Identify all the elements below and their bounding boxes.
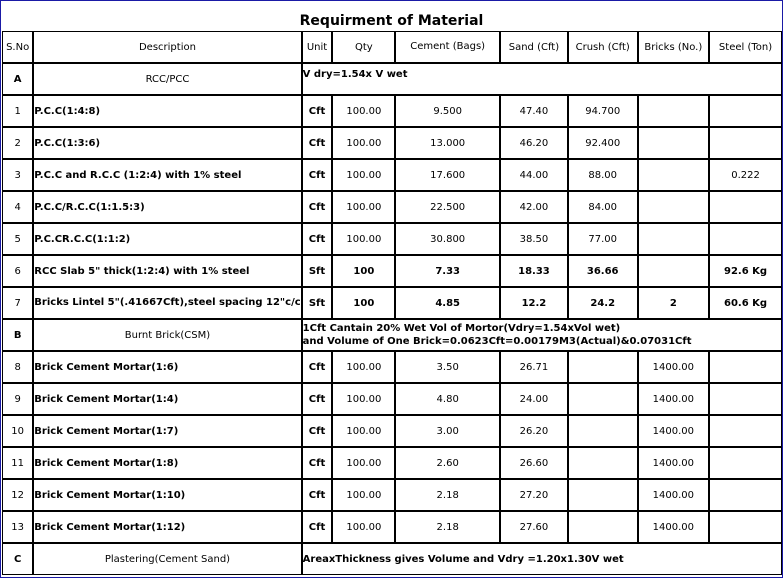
steel-cell bbox=[709, 511, 782, 543]
cement-cell: 17.600 bbox=[395, 159, 500, 191]
bricks-cell bbox=[638, 159, 709, 191]
unit-cell: Cft bbox=[302, 223, 333, 255]
sno-cell: 7 bbox=[2, 287, 33, 319]
qty-cell: 100.00 bbox=[332, 95, 395, 127]
sno-cell: 5 bbox=[2, 223, 33, 255]
cement-cell: 13.000 bbox=[395, 127, 500, 159]
unit-cell: Cft bbox=[302, 415, 333, 447]
qty-cell: 100.00 bbox=[332, 159, 395, 191]
steel-cell bbox=[709, 447, 782, 479]
header-sno: S.No bbox=[2, 31, 33, 63]
table-row bbox=[2, 415, 782, 447]
unit-cell: Sft bbox=[302, 287, 333, 319]
section-note-line: 1Cft Cantain 20% Wet Vol of Mortor(Vdry=1.54xVol wet) bbox=[302, 323, 621, 334]
steel-cell: 60.6 Kg bbox=[709, 287, 782, 319]
cement-cell: 9.500 bbox=[395, 95, 500, 127]
bricks-cell bbox=[638, 191, 709, 223]
description-cell: Brick Cement Mortar(1:4) bbox=[33, 383, 301, 415]
qty-cell: 100.00 bbox=[332, 351, 395, 383]
section-label: A bbox=[2, 63, 33, 95]
description-cell: P.C.CR.C.C(1:1:2) bbox=[33, 223, 301, 255]
description-cell: RCC Slab 5" thick(1:2:4) with 1% steel bbox=[33, 255, 301, 287]
qty-cell: 100.00 bbox=[332, 223, 395, 255]
steel-cell bbox=[709, 223, 782, 255]
table-row bbox=[2, 287, 782, 319]
sno-cell: 4 bbox=[2, 191, 33, 223]
sno-cell: 2 bbox=[2, 127, 33, 159]
sheet-title: Requirment of Material bbox=[299, 13, 484, 29]
cement-cell: 7.33 bbox=[395, 255, 500, 287]
description-cell: Brick Cement Mortar(1:10) bbox=[33, 479, 301, 511]
description-cell: P.C.C(1:3:6) bbox=[33, 127, 301, 159]
table-row bbox=[2, 223, 782, 255]
unit-cell: Cft bbox=[302, 191, 333, 223]
sand-cell: 38.50 bbox=[500, 223, 568, 255]
sno-cell: 10 bbox=[2, 415, 33, 447]
sno-cell: 11 bbox=[2, 447, 33, 479]
table-row bbox=[2, 351, 782, 383]
steel-cell bbox=[709, 95, 782, 127]
cement-cell: 2.18 bbox=[395, 511, 500, 543]
table-row bbox=[2, 127, 782, 159]
section-row-a bbox=[2, 63, 782, 95]
bricks-cell bbox=[638, 127, 709, 159]
qty-cell: 100.00 bbox=[332, 511, 395, 543]
crush-cell: 84.00 bbox=[568, 191, 638, 223]
header-sand: Sand (Cft) bbox=[500, 31, 568, 63]
qty-cell: 100.00 bbox=[332, 447, 395, 479]
crush-cell bbox=[568, 351, 638, 383]
steel-cell bbox=[709, 127, 782, 159]
steel-cell bbox=[709, 383, 782, 415]
unit-cell: Cft bbox=[302, 159, 333, 191]
bricks-cell bbox=[638, 223, 709, 255]
steel-cell: 92.6 Kg bbox=[709, 255, 782, 287]
sand-cell: 46.20 bbox=[500, 127, 568, 159]
crush-cell bbox=[568, 383, 638, 415]
section-row-b bbox=[2, 319, 782, 351]
sno-cell: 13 bbox=[2, 511, 33, 543]
section-label: C bbox=[2, 543, 33, 575]
cement-cell: 30.800 bbox=[395, 223, 500, 255]
steel-cell bbox=[709, 351, 782, 383]
qty-cell: 100.00 bbox=[332, 479, 395, 511]
sand-cell: 26.20 bbox=[500, 415, 568, 447]
sand-cell: 26.60 bbox=[500, 447, 568, 479]
material-table bbox=[2, 31, 782, 575]
section-label: B bbox=[2, 319, 33, 351]
bricks-cell: 1400.00 bbox=[638, 415, 709, 447]
section-note bbox=[302, 319, 782, 351]
sno-cell: 8 bbox=[2, 351, 33, 383]
header-description: Description bbox=[33, 31, 301, 63]
table-row bbox=[2, 255, 782, 287]
cement-cell: 22.500 bbox=[395, 191, 500, 223]
crush-cell: 36.66 bbox=[568, 255, 638, 287]
sand-cell: 44.00 bbox=[500, 159, 568, 191]
sand-cell: 26.71 bbox=[500, 351, 568, 383]
qty-cell: 100.00 bbox=[332, 191, 395, 223]
sand-cell: 12.2 bbox=[500, 287, 568, 319]
bricks-cell: 1400.00 bbox=[638, 511, 709, 543]
unit-cell: Sft bbox=[302, 255, 333, 287]
header-bricks: Bricks (No.) bbox=[638, 31, 709, 63]
cement-cell: 4.85 bbox=[395, 287, 500, 319]
cement-cell: 3.00 bbox=[395, 415, 500, 447]
description-cell: P.C.C/R.C.C(1:1.5:3) bbox=[33, 191, 301, 223]
description-cell: P.C.C(1:4:8) bbox=[33, 95, 301, 127]
sand-cell: 42.00 bbox=[500, 191, 568, 223]
unit-cell: Cft bbox=[302, 127, 333, 159]
sand-cell: 24.00 bbox=[500, 383, 568, 415]
description-cell: Brick Cement Mortar(1:12) bbox=[33, 511, 301, 543]
bricks-cell bbox=[638, 255, 709, 287]
bricks-cell bbox=[638, 95, 709, 127]
crush-cell bbox=[568, 447, 638, 479]
qty-cell: 100.00 bbox=[332, 415, 395, 447]
sno-cell: 12 bbox=[2, 479, 33, 511]
section-title: Burnt Brick(CSM) bbox=[33, 319, 301, 351]
header-crush: Crush (Cft) bbox=[568, 31, 638, 63]
bricks-cell: 1400.00 bbox=[638, 383, 709, 415]
sand-cell: 27.60 bbox=[500, 511, 568, 543]
table-row bbox=[2, 511, 782, 543]
steel-cell: 0.222 bbox=[709, 159, 782, 191]
header-cement: Cement (Bags) bbox=[395, 31, 500, 63]
crush-cell: 24.2 bbox=[568, 287, 638, 319]
steel-cell bbox=[709, 479, 782, 511]
qty-cell: 100 bbox=[332, 255, 395, 287]
bricks-cell: 2 bbox=[638, 287, 709, 319]
section-note: V dry=1.54x V wet bbox=[302, 63, 782, 95]
description-cell: Brick Cement Mortar(1:7) bbox=[33, 415, 301, 447]
sand-cell: 18.33 bbox=[500, 255, 568, 287]
bricks-cell: 1400.00 bbox=[638, 351, 709, 383]
unit-cell: Cft bbox=[302, 95, 333, 127]
header-steel: Steel (Ton) bbox=[709, 31, 782, 63]
crush-cell: 94.700 bbox=[568, 95, 638, 127]
qty-cell: 100 bbox=[332, 287, 395, 319]
table-row bbox=[2, 159, 782, 191]
bricks-cell: 1400.00 bbox=[638, 447, 709, 479]
description-cell: Brick Cement Mortar(1:6) bbox=[33, 351, 301, 383]
cement-cell: 2.60 bbox=[395, 447, 500, 479]
unit-cell: Cft bbox=[302, 479, 333, 511]
cement-cell: 3.50 bbox=[395, 351, 500, 383]
qty-cell: 100.00 bbox=[332, 383, 395, 415]
header-unit: Unit bbox=[302, 31, 333, 63]
cement-cell: 4.80 bbox=[395, 383, 500, 415]
qty-cell: 100.00 bbox=[332, 127, 395, 159]
table-row bbox=[2, 479, 782, 511]
bricks-cell: 1400.00 bbox=[638, 479, 709, 511]
table-row bbox=[2, 191, 782, 223]
table-row bbox=[2, 447, 782, 479]
sno-cell: 6 bbox=[2, 255, 33, 287]
section-title: Plastering(Cement Sand) bbox=[33, 543, 301, 575]
table-row bbox=[2, 383, 782, 415]
header-row bbox=[2, 31, 782, 63]
header-qty: Qty bbox=[332, 31, 395, 63]
crush-cell bbox=[568, 479, 638, 511]
section-note: AreaxThickness gives Volume and Vdry =1.20x1.30V wet bbox=[302, 543, 782, 575]
unit-cell: Cft bbox=[302, 351, 333, 383]
sno-cell: 1 bbox=[2, 95, 33, 127]
description-cell: P.C.C and R.C.C (1:2:4) with 1% steel bbox=[33, 159, 301, 191]
table-row bbox=[2, 95, 782, 127]
sno-cell: 3 bbox=[2, 159, 33, 191]
description-cell: Brick Cement Mortar(1:8) bbox=[33, 447, 301, 479]
section-note-line: and Volume of One Brick=0.0623Cft=0.00179M3(Actual)&0.07031Cft bbox=[302, 336, 692, 347]
sno-cell: 9 bbox=[2, 383, 33, 415]
sand-cell: 27.20 bbox=[500, 479, 568, 511]
crush-cell bbox=[568, 415, 638, 447]
unit-cell: Cft bbox=[302, 447, 333, 479]
crush-cell: 88.00 bbox=[568, 159, 638, 191]
crush-cell: 92.400 bbox=[568, 127, 638, 159]
unit-cell: Cft bbox=[302, 511, 333, 543]
section-title: RCC/PCC bbox=[33, 63, 301, 95]
steel-cell bbox=[709, 415, 782, 447]
sand-cell: 47.40 bbox=[500, 95, 568, 127]
unit-cell: Cft bbox=[302, 383, 333, 415]
section-row-c bbox=[2, 543, 782, 575]
crush-cell: 77.00 bbox=[568, 223, 638, 255]
crush-cell bbox=[568, 511, 638, 543]
description-cell: Bricks Lintel 5"(.41667Cft),steel spacing 12"c/c bbox=[33, 287, 301, 319]
cement-cell: 2.18 bbox=[395, 479, 500, 511]
steel-cell bbox=[709, 191, 782, 223]
